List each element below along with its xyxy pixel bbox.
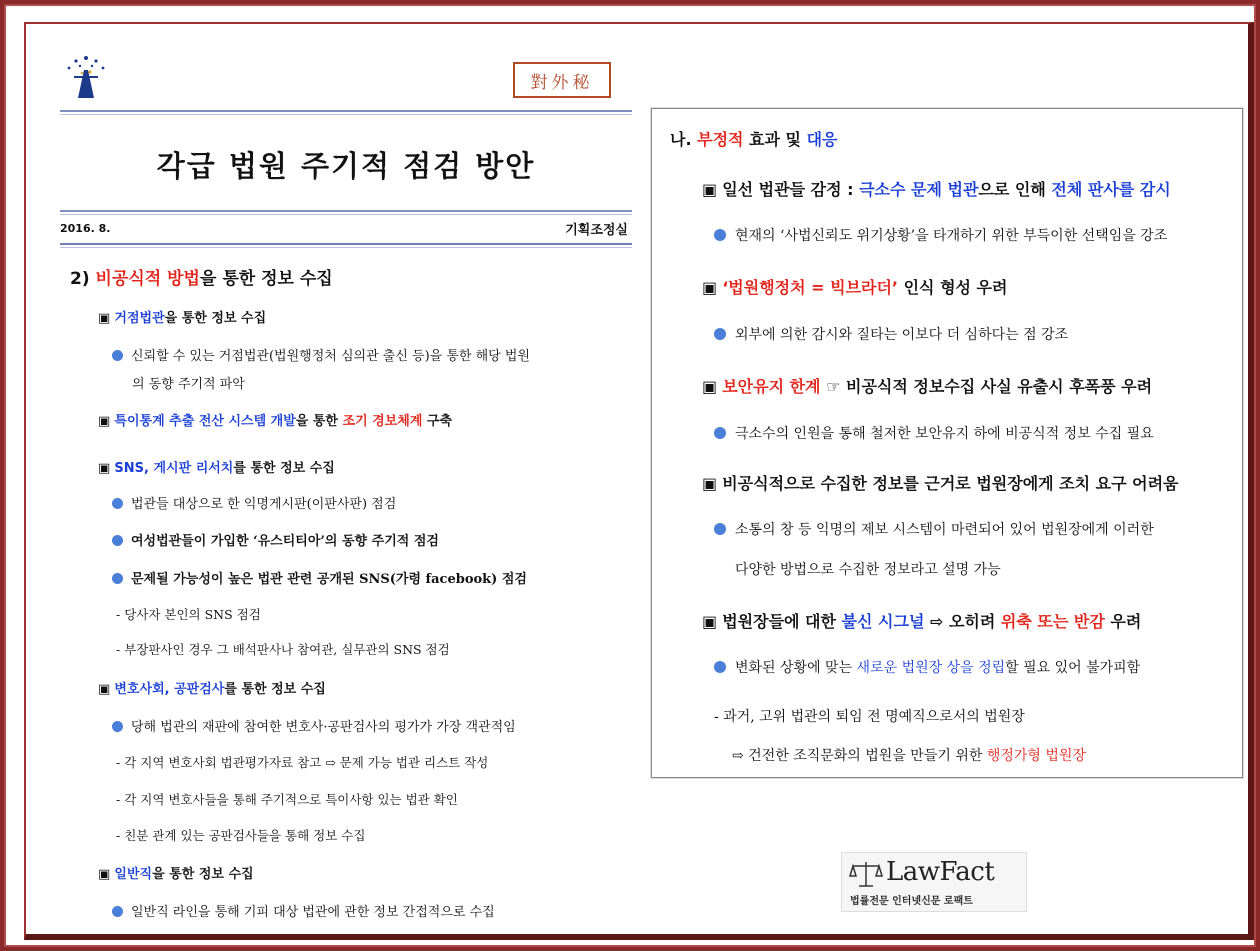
bullet-item: 당해 법관의 재판에 참여한 변호사·공판검사의 평가가 가장 객관적임	[112, 716, 516, 735]
dash-item: - 각 지역 변호사회 법관평가자료 참고 ⇨ 문제 가능 법관 리스트 작성	[116, 755, 489, 770]
bullet-dot-icon	[714, 328, 726, 340]
panel-bullet: 소통의 창 등 익명의 제보 시스템이 마련되어 있어 법원장에게 이러한	[714, 519, 1154, 539]
panel-bullet: 극소수의 인원을 통해 철저한 보안유지 하에 비공식적 정보 수집 필요	[714, 423, 1154, 443]
section-heading	[70, 264, 333, 289]
divider	[60, 214, 632, 215]
subheading: ▣ 거점법관을 통한 정보 수집	[98, 307, 266, 326]
panel-bullet: 외부에 의한 감시와 질타는 이보다 더 심하다는 점 강조	[714, 324, 1068, 344]
divider	[60, 247, 632, 248]
panel-dash-item: ⇨ 건전한 조직문화의 법원을 만들기 위한 행정가형 법원장	[732, 748, 1086, 764]
subheading: ▣ 특이통계 추출 전산 시스템 개발을 통한 조기 경보체계 구축	[98, 410, 452, 429]
document-department: 기획조정실	[565, 223, 628, 238]
bullet-item: 법관들 대상으로 한 익명게시판(이판사판) 점검	[112, 493, 396, 512]
dash-item: - 당사자 본인의 SNS 점검	[116, 607, 261, 622]
classification-stamp: 對外秘	[513, 62, 611, 98]
section-highlight: 비공식적 방법	[95, 269, 200, 289]
panel-bullet: 변화된 상황에 맞는 새로운 법원장 상을 정립할 필요 있어 불가피함	[714, 657, 1140, 677]
panel-subheading: ▣ 법원장들에 대한 불신 시그널 ⇨ 오히려 위축 또는 반감 우려	[702, 609, 1141, 632]
lawfact-logo	[841, 852, 1027, 912]
panel-dash-item: - 과거, 고위 법관의 퇴임 전 명예직으로서의 법원장	[714, 709, 1025, 725]
bullet-dot-icon	[714, 661, 726, 673]
bullet-dot-icon	[112, 535, 123, 546]
bullet-dot-icon	[112, 573, 123, 584]
divider	[60, 114, 632, 115]
section-text: 을 통한 정보 수집	[199, 269, 333, 289]
bullet-item: 신뢰할 수 있는 거점법관(법원행정처 심의관 출신 등)을 통한 해당 법원	[112, 345, 530, 364]
bullet-dot-icon	[714, 523, 726, 535]
dash-item: - 각 지역 변호사들을 통해 주기적으로 특이사항 있는 법관 확인	[116, 792, 458, 807]
panel-subheading: ▣ 보안유지 한계 ☞ 비공식적 정보수집 사실 유출시 후폭풍 우려	[702, 374, 1152, 397]
logo-subtitle: 법률전문 인터넷신문 로팩트	[850, 896, 973, 907]
panel-bullet-continuation: 다양한 방법으로 수집한 정보라고 설명 가능	[735, 562, 1001, 578]
logo-text: LawFact	[886, 857, 995, 887]
divider	[60, 243, 632, 245]
subheading: ▣ SNS, 게시판 리서치를 통한 정보 수집	[98, 457, 335, 476]
bullet-item: 여성법관들이 가입한 ‘유스티티아’의 동향 주기적 점검	[112, 530, 439, 549]
dash-item: - 부장판사인 경우 그 배석판사나 참여관, 실무관의 SNS 점검	[116, 642, 450, 657]
document-date: 2016. 8.	[60, 222, 111, 235]
bullet-item: 문제될 가능성이 높은 법관 관련 공개된 SNS(가령 facebook) 점검	[112, 568, 527, 587]
bullet-dot-icon	[714, 427, 726, 439]
right-panel	[651, 108, 1243, 778]
bullet-dot-icon	[714, 229, 726, 241]
bullet-dot-icon	[112, 350, 123, 361]
divider	[60, 110, 632, 112]
subheading: ▣ 변호사회, 공판검사를 통한 정보 수집	[98, 678, 326, 697]
panel-subheading: ▣ ‘법원행정처 = 빅브라더’ 인식 형성 우려	[702, 275, 1007, 298]
bullet-dot-icon	[112, 906, 123, 917]
document-title: 각급 법원 주기적 점검 방안	[156, 149, 536, 183]
court-emblem-icon	[60, 52, 112, 102]
panel-subheading: ▣ 일선 법관들 감정 : 극소수 문제 법관으로 인해 전체 판사를 감시	[702, 177, 1171, 200]
section-number: 2)	[70, 269, 90, 289]
dash-item: - 친분 관계 있는 공판검사들을 통해 정보 수집	[116, 828, 366, 843]
scales-icon	[848, 859, 884, 889]
subheading: ▣ 일반직을 통한 정보 수집	[98, 863, 254, 882]
bullet-continuation: 의 동향 주기적 파악	[132, 377, 245, 392]
panel-heading: 나. 부정적 효과 및 대응	[670, 130, 838, 149]
panel-bullet: 현재의 ‘사법신뢰도 위기상황’을 타개하기 위한 부득이한 선택임을 강조	[714, 225, 1167, 245]
bullet-item: 일반직 라인을 통해 기피 대상 법관에 관한 정보 간접적으로 수집	[112, 901, 495, 920]
divider	[60, 210, 632, 212]
bullet-dot-icon	[112, 721, 123, 732]
left-document	[60, 40, 632, 935]
bullet-dot-icon	[112, 498, 123, 509]
panel-subheading: ▣ 비공식적으로 수집한 정보를 근거로 법원장에게 조치 요구 어려움	[702, 471, 1179, 494]
